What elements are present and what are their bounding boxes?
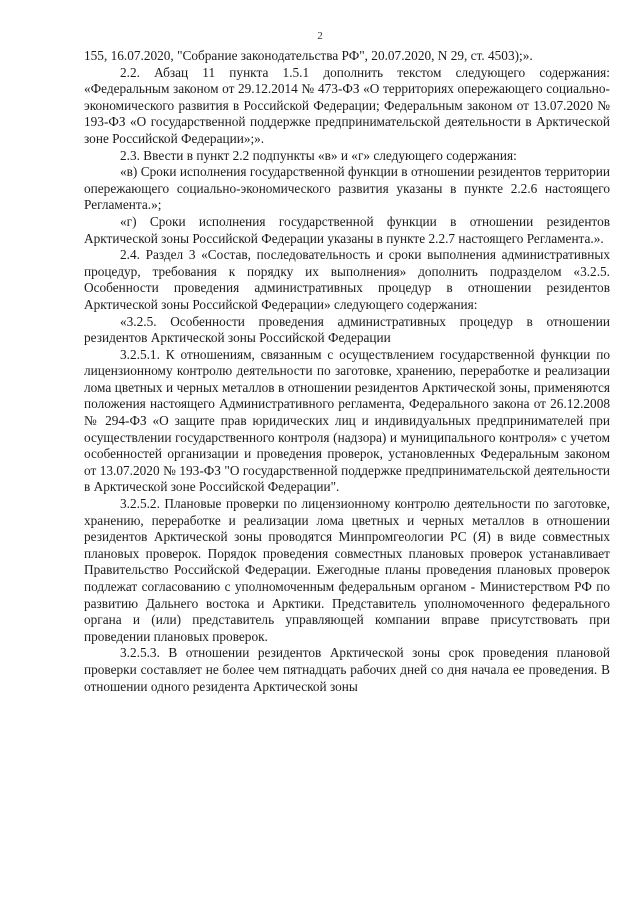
- paragraph-3-2-5-1: 3.2.5.1. К отношениям, связанным с осуществлением государственной функции по лицензионному контролю деятельности по заготовке, хранению, переработке и реализации лома цветных и черных металлов в отношении резидентов Арктической зоны, применяются положения настоящего Административного регламента, Федерального закона от 26.12.2008 № 294-ФЗ «О защите прав юридических лиц и индивидуальных предпринимателей при осуществлении государственного контроля (надзора) и муниципального контроля» с учетом особенностей организации и проведения проверок, установленных Федеральным законом от 13.07.2020 № 193-ФЗ "О государственной поддержке предпринимательской деятельности в Арктической зоне Российской Федерации".: [84, 346, 610, 495]
- paragraph-continuation: 155, 16.07.2020, "Собрание законодательства РФ", 20.07.2020, N 29, ст. 4503);».: [84, 48, 533, 63]
- paragraph-subitem-g: «г) Сроки исполнения государственной функции в отношении резидентов Арктической зоны Российской Федерации указаны в пункте 2.2.7 настоящего Регламента.».: [84, 213, 610, 246]
- paragraph-2-2: 2.2. Абзац 11 пункта 1.5.1 дополнить текстом следующего содержания: «Федеральным законом от 29.12.2014 № 473-ФЗ «О территориях опережающего социально-экономического развития в Российской Федерации; Федеральным законом от 13.07.2020 № 193-ФЗ «О государственной поддержке предпринимательской деятельности в Арктической зоне Российской Федерации»;».: [84, 64, 610, 146]
- paragraph-3-2-5-2: 3.2.5.2. Плановые проверки по лицензионному контролю деятельности по заготовке, хранению, переработке и реализации лома цветных и черных металлов в отношении резидентов Арктической зоны проводятся Минпромгеологии РС (Я) в виде совместных плановых проверок. Порядок проведения совместных плановых проверок устанавливает Правительство Российской Федерации. Ежегодные планы проведения плановых проверок подлежат согласованию с уполномоченным федеральным органом - Министерством РФ по развитию Дальнего востока и Арктики. Представитель уполномоченного федерального органа и (или) представитель управляющей компании вправе присутствовать при проведении плановых проверок.: [84, 496, 610, 644]
- document-body: [84, 48, 610, 695]
- paragraph-subitem-v: «в) Сроки исполнения государственной функции в отношении резидентов территории опережающего социально-экономического развития указаны в пункте 2.2.6 настоящего Регламента.»;: [84, 164, 610, 213]
- paragraph-2-4: 2.4. Раздел 3 «Состав, последовательность и сроки выполнения административных процедур, требования к порядку их выполнения» дополнить подразделом «3.2.5. Особенности проведения административных процедур в отношении резидентов Арктической зоны Российской Федерации» следующего содержания:: [84, 247, 610, 312]
- paragraph-2-3: 2.3. Ввести в пункт 2.2 подпункты «в» и «г» следующего содержания:: [120, 147, 517, 163]
- paragraph-3-2-5-3: 3.2.5.3. В отношении резидентов Арктической зоны срок проведения плановой проверки составляет не более чем пятнадцать рабочих дней со дня начала ее проведения. В отношении одного резидента Арктической зоны: [84, 645, 610, 694]
- page-number: 2: [317, 30, 323, 42]
- section-heading-3-2-5: «3.2.5. Особенности проведения административных процедур в отношении резидентов Арктической зоны Российской Федерации: [84, 313, 610, 346]
